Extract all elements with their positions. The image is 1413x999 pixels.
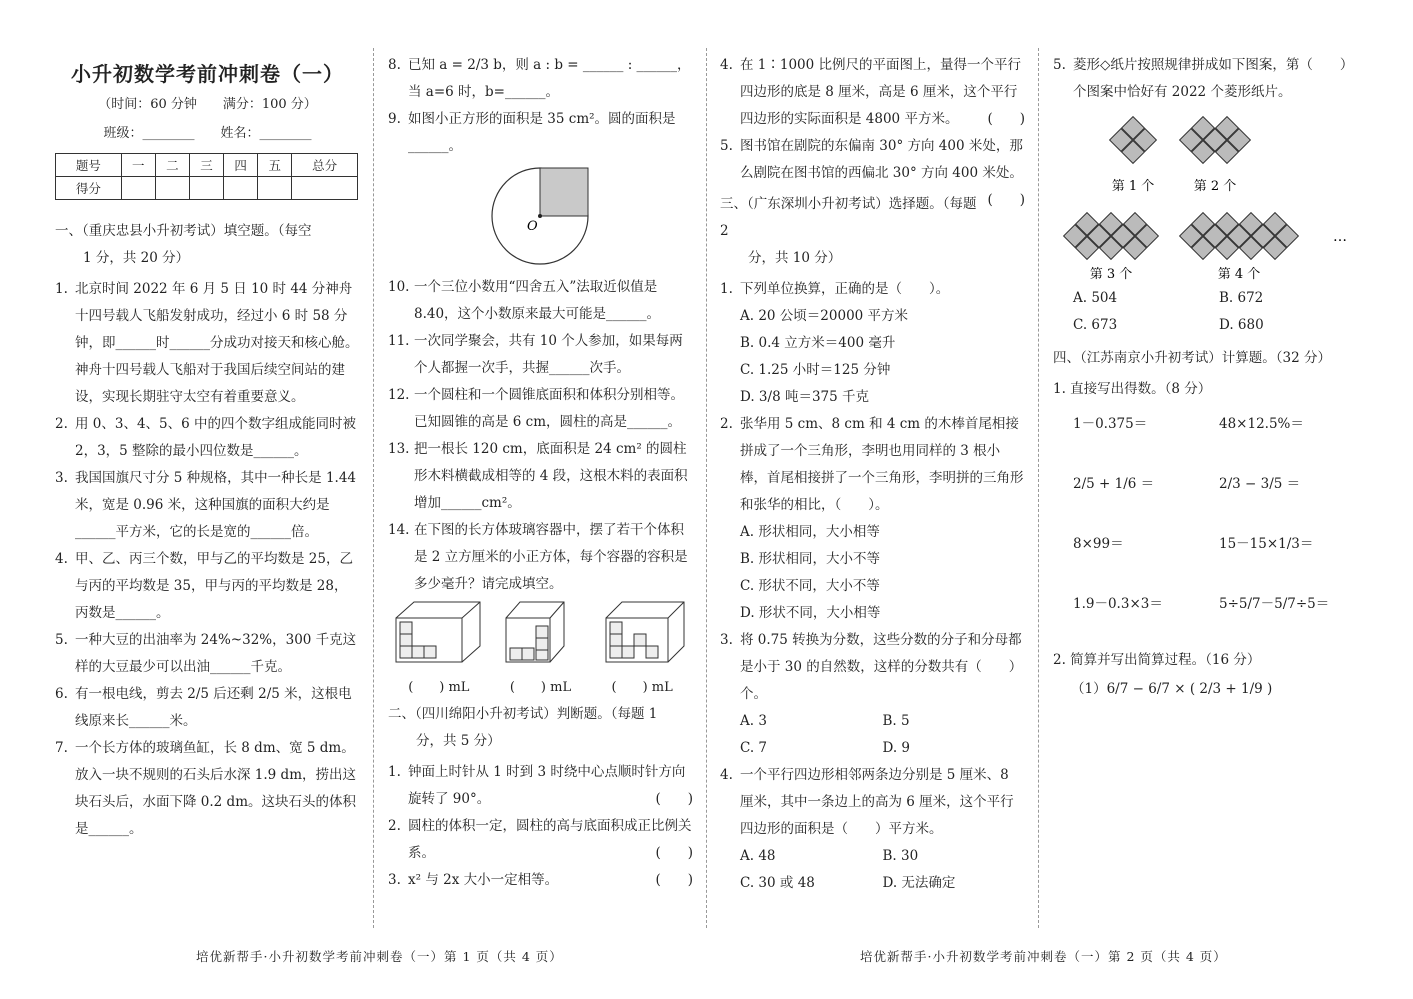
section-title-cont: 分，共 5 分）: [416, 733, 501, 749]
question-number: 3.: [55, 470, 68, 486]
option: D. 9: [882, 740, 911, 756]
section-title-cont: 1 分，共 20 分）: [83, 250, 190, 266]
option: C. 形状不同，大小不等: [740, 578, 880, 594]
score-header-cell: 五: [258, 154, 292, 177]
score-header-cell: 一: [121, 154, 155, 177]
question-item: [388, 867, 693, 894]
question-list: [388, 274, 693, 598]
question-item: [388, 274, 693, 328]
calc-expression: 8×99＝: [1073, 536, 1124, 552]
answer-paren: ( ): [987, 111, 1025, 127]
question-item: [720, 276, 1025, 303]
question-item: [720, 627, 1025, 708]
rhombus-cluster: [1110, 117, 1157, 164]
footer-right: 培优新帮手·小升初数学考前冲刺卷（一）第 2 页（共 4 页）: [860, 949, 1227, 964]
exam-time-score: （时间：60 分钟 满分：100 分）: [98, 97, 317, 112]
question-number: 11.: [388, 333, 410, 349]
question-text: 圆柱的体积一定，圆柱的高与底面积成正比例关系。: [408, 818, 692, 861]
options-row: [720, 843, 1025, 870]
option: B. 30: [882, 848, 919, 864]
question-text: 有一根电线，剪去 2/5 后还剩 2/5 米，这根电线原来长______米。: [75, 686, 352, 729]
section-title: 二、（四川绵阳小升初考试）判断题。（每题 1: [388, 706, 658, 722]
question-item: [55, 681, 360, 735]
section-3-heading: [720, 191, 1025, 272]
column-divider: [373, 48, 374, 928]
box-answer-label: ( ) mL: [611, 680, 673, 695]
question-number: 10.: [388, 279, 410, 295]
option: D. 无法确定: [882, 875, 956, 891]
column-2: [388, 52, 693, 894]
question-text: 将 0.75 转换为分数，这些分数的分子和分母都是小于 30 的自然数，这样的分数共有（ ）个。: [740, 632, 1023, 702]
question-number: 8.: [388, 57, 401, 73]
center-label: O: [527, 219, 538, 234]
calc-grid: [1053, 411, 1365, 617]
question-number: 2.: [720, 416, 733, 432]
option: D. 680: [1219, 317, 1264, 333]
question-text: 一次同学聚会，共有 10 个人参加，如果每两个人都握一次手，共握______次手。: [414, 333, 683, 376]
question-text: 图书馆在剧院的东偏南 30° 方向 400 米处，那么剧院在图书馆的西偏北 30° 方向 400 米处。: [740, 138, 1023, 181]
score-cell: [258, 177, 292, 200]
judge-list: [388, 759, 693, 894]
question-item: [55, 627, 360, 681]
question-text: 菱形◇纸片按照规律拼成如下图案，第（ ）个图案中恰好有 2022 个菱形纸片。: [1073, 57, 1354, 100]
score-cell: [292, 177, 358, 200]
glass-box-3: [606, 602, 684, 662]
section-title-cont: 分，共 10 分）: [748, 250, 842, 266]
question-item: [720, 133, 1025, 208]
options-row: [720, 870, 1025, 897]
question-item: [55, 276, 360, 411]
score-header-cell: 题号: [56, 154, 122, 177]
question-number: 2.: [55, 416, 68, 432]
question-number: 4.: [55, 551, 68, 567]
center-point: [538, 214, 542, 218]
small-square: [540, 168, 588, 216]
box-answer-labels: [388, 676, 693, 695]
option: C. 30 或 48: [740, 875, 815, 891]
column-1: [55, 52, 360, 843]
calc2-item: （1）6/7 − 6/7 × ( 2/3 + 1/9 ): [1071, 681, 1273, 697]
score-cell: [121, 177, 155, 200]
class-name-line: 班级：________ 姓名：________: [103, 126, 312, 141]
question-text: 一个长方体的玻璃鱼缸，长 8 dm、宽 5 dm。放入一块不规则的石头后水深 1.9 dm，捞出这块石头后，水面下降 0.2 dm。这块石头的体积是______。: [75, 740, 356, 837]
question-number: 5.: [1053, 57, 1066, 73]
score-table: [55, 153, 358, 200]
option: C. 7: [740, 740, 768, 756]
column-3: [720, 52, 1025, 897]
calc-subtitle: 1. 直接写出得数。（8 分）: [1053, 381, 1212, 397]
question-text: 一个圆柱和一个圆锥底面积和体积分别相等。已知圆锥的高是 6 cm，圆柱的高是______。: [414, 387, 684, 430]
score-cell: [224, 177, 258, 200]
question-number: 14.: [388, 522, 410, 538]
column-divider: [1038, 48, 1039, 928]
answer-paren: ( ): [655, 872, 693, 888]
calc2-subtitle: 2. 简算并写出简算过程。（16 分）: [1053, 652, 1261, 668]
footer-left: 培优新帮手·小升初数学考前冲刺卷（一）第 1 页（共 4 页）: [196, 949, 563, 964]
options-row: [1053, 285, 1365, 312]
column-divider: [706, 48, 707, 928]
option: C. 1.25 小时＝125 分钟: [740, 362, 891, 378]
calc-row: [1053, 411, 1365, 437]
question-number: 1.: [388, 764, 401, 780]
judge-list: [720, 52, 1025, 208]
question-text: 在 1∶1000 比例尺的平面图上，量得一个平行四边形的底是 8 厘米，高是 6 厘米，这个平行四边形的实际面积是 4800 平方米。: [740, 57, 1022, 127]
pattern-label: 第 4 个: [1217, 267, 1261, 281]
options-row: [1053, 312, 1365, 339]
question-text: 已知 a = 2/3 b，则 a : b = ______ : ______，当 a=6 时，b=______。: [408, 57, 691, 100]
option: A. 20 公顷＝20000 平方米: [740, 308, 909, 324]
ellipsis: …: [1333, 229, 1347, 245]
question-item: [388, 517, 693, 598]
question-item: [388, 759, 693, 813]
question-list: [388, 52, 693, 160]
box-answer-label: ( ) mL: [509, 680, 572, 695]
score-header-cell: 二: [155, 154, 189, 177]
question-item: [388, 106, 693, 160]
question-item: [55, 465, 360, 546]
pattern-label: 第 2 个: [1193, 179, 1237, 194]
question-number: 7.: [55, 740, 68, 756]
pattern-label: 第 1 个: [1111, 179, 1155, 194]
calc-expression: 48×12.5%＝: [1219, 416, 1304, 432]
question-text: 我国国旗尺寸分 5 种规格，其中一种长是 1.44 米，宽是 0.96 米，这种国旗的面积大约是______平方米，它的长是宽的______倍。: [75, 470, 357, 540]
calc-expression: 5÷5/7－5/7÷5＝: [1219, 596, 1330, 612]
section-4-heading: 四、（江苏南京小升初考试）计算题。（32 分）: [1053, 350, 1331, 366]
option: B. 5: [882, 713, 910, 729]
question-text: x² 与 2x 大小一定相等。: [408, 872, 559, 888]
question-text: 一个平行四边形相邻两条边分别是 5 厘米、8 厘米，其中一条边上的高为 6 厘米，这个平行四边形的面积是（ ）平方米。: [740, 767, 1014, 837]
question-item: [55, 546, 360, 627]
score-header-cell: 四: [224, 154, 258, 177]
option: D. 形状不同，大小相等: [740, 605, 881, 621]
option: B. 形状相同，大小不等: [740, 551, 881, 567]
answer-paren: ( ): [655, 791, 693, 807]
question-number: 5.: [55, 632, 68, 648]
question-text: 在下图的长方体玻璃容器中，摆了若干个体积是 2 立方厘米的小正方体，每个容器的容积是多少毫升？请完成填空。: [414, 522, 688, 592]
box-answer-label: ( ) mL: [408, 680, 470, 695]
question-number: 9.: [388, 111, 401, 127]
option: A. 形状相同，大小相等: [740, 524, 880, 540]
question-item: [55, 735, 360, 843]
calc-expression: 2/3 − 3/5 ＝: [1219, 476, 1301, 492]
score-table-header-row: [56, 154, 358, 177]
pattern-label: 第 3 个: [1089, 267, 1133, 281]
score-header-cell: 总分: [292, 154, 358, 177]
question-item: [388, 813, 693, 867]
question-text: 甲、乙、丙三个数，甲与乙的平均数是 25，乙与丙的平均数是 35，甲与丙的平均数是 28，丙数是______。: [75, 551, 353, 621]
calc-row: [1053, 471, 1365, 497]
question-text: 钟面上时针从 1 时到 3 时绕中心点顺时针方向旋转了 90°。: [408, 764, 686, 807]
score-row-label: 得分: [56, 177, 122, 200]
option: A. 48: [740, 848, 776, 864]
question-number: 13.: [388, 441, 410, 457]
choice-list: [720, 276, 1025, 897]
question-text: 把一根长 120 cm，底面积是 24 cm² 的圆柱形木料横截成相等的 4 段，这根木料的表面积增加______cm²。: [414, 441, 688, 511]
question-item: [720, 411, 1025, 519]
question-item: [1053, 52, 1365, 106]
question-number: 5.: [720, 138, 733, 154]
score-cell: [189, 177, 223, 200]
question-text: 如图小正方形的面积是 35 cm²。圆的面积是______。: [408, 111, 676, 154]
option: C. 673: [1073, 317, 1118, 333]
box-figures: [388, 598, 693, 668]
question-number: 3.: [388, 872, 401, 888]
question-item: [720, 52, 1025, 133]
question-item: [720, 762, 1025, 843]
answer-paren: ( ): [987, 192, 1025, 208]
section-title: 三、（广东深圳小升初考试）选择题。（每题 2: [720, 196, 977, 239]
score-cell: [155, 177, 189, 200]
calc-expression: 1－0.375＝: [1073, 416, 1148, 432]
score-header-cell: 三: [189, 154, 223, 177]
option: A. 3: [740, 713, 767, 729]
glass-box-2: [506, 602, 564, 662]
calc-expression: 1.9－0.3×3＝: [1073, 596, 1163, 612]
question-item: [55, 411, 360, 465]
score-table-score-row: [56, 177, 358, 200]
rhombus-pattern-figure: [1053, 106, 1365, 281]
glass-box-1: [396, 602, 480, 662]
circle-figure: [388, 160, 693, 270]
question-number: 12.: [388, 387, 410, 403]
section-1-heading: [55, 218, 360, 272]
question-item: [388, 52, 693, 106]
question-item: [388, 382, 693, 436]
question-number: 4.: [720, 767, 733, 783]
question-text: 用 0、3、4、5、6 中的四个数字组成能同时被 2，3，5 整除的最小四位数是______。: [75, 416, 357, 459]
question-list: [55, 276, 360, 843]
question-text: 张华用 5 cm、8 cm 和 4 cm 的木棒首尾相接拼成了一个三角形，李明也用同样的 3 根小棒，首尾相接拼了一个三角形，李明拼的三角形和张华的相比，（ ）。: [740, 416, 1024, 513]
column-4: [1053, 52, 1365, 704]
answer-paren: ( ): [655, 845, 693, 861]
question-number: 6.: [55, 686, 68, 702]
question-text: 一种大豆的出油率为 24%~32%，300 千克这样的大豆最少可以出油______千克。: [75, 632, 357, 675]
question-number: 2.: [388, 818, 401, 834]
question-number: 1.: [55, 281, 68, 297]
question-text: 下列单位换算，正确的是（ ）。: [740, 281, 950, 297]
option: B. 672: [1219, 290, 1264, 306]
question-item: [388, 436, 693, 517]
question-number: 3.: [720, 632, 733, 648]
question-text: 北京时间 2022 年 6 月 5 日 10 时 44 分神舟十四号载人飞船发射成功，经过小 6 时 58 分钟，即______时______分成功对接天和核心舱。神舟十四号载人飞船对于我国后续空间站的建设，实现长期驻守太空有着重要意义。: [75, 281, 359, 405]
section-2-heading: [388, 701, 693, 755]
question-text: 一个三位小数用“四舍五入”法取近似值是 8.40，这个小数原来最大可能是______。: [414, 279, 661, 322]
calc-row: [1053, 591, 1365, 617]
exam-title: 小升初数学考前冲刺卷（一）: [71, 62, 344, 86]
question-number: 4.: [720, 57, 733, 73]
question-number: 1.: [720, 281, 733, 297]
calc-expression: 2/5 + 1/6 ＝: [1073, 476, 1155, 492]
option: A. 504: [1073, 290, 1118, 306]
options-row: [720, 735, 1025, 762]
question-item: [388, 328, 693, 382]
options-row: [720, 708, 1025, 735]
option: D. 3/8 吨＝375 千克: [740, 389, 870, 405]
option: B. 0.4 立方米＝400 毫升: [740, 335, 896, 351]
section-title: 一、（重庆忠县小升初考试）填空题。（每空: [55, 223, 312, 239]
calc-row: [1053, 531, 1365, 557]
calc-expression: 15－15×1/3＝: [1219, 536, 1314, 552]
